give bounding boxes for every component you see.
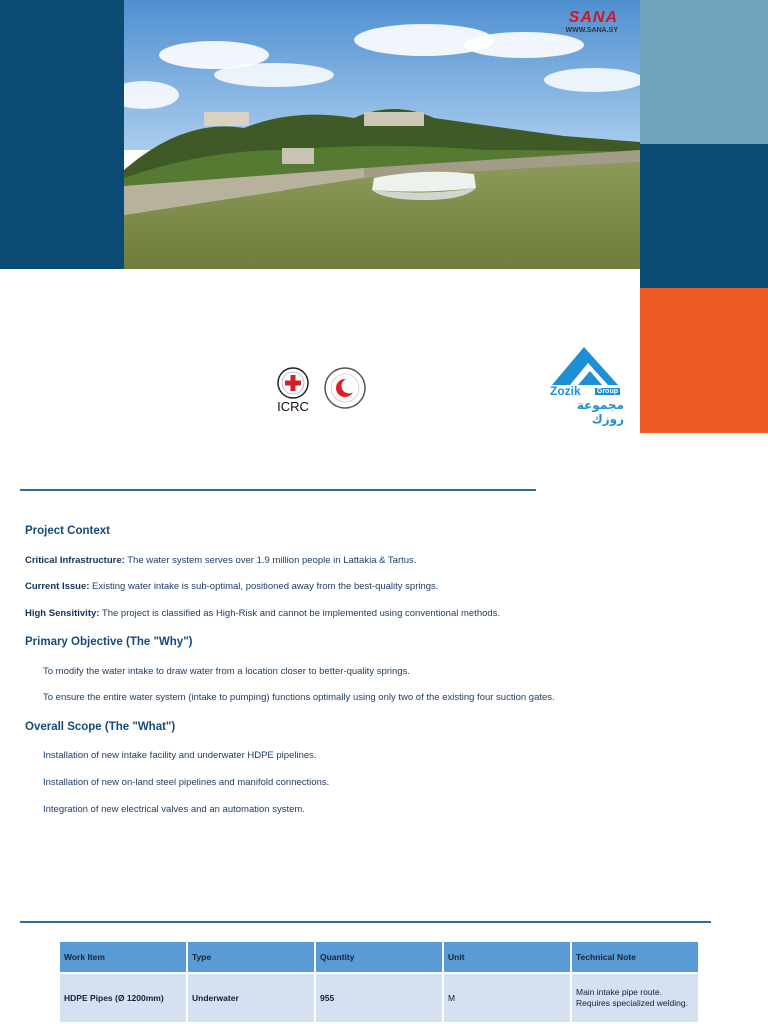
context-item-critical-infrastructure [25,555,416,566]
sana-url-text: WWW.SANA.SY [565,27,618,34]
water-intake-photo [124,0,640,269]
scope-item: Installation of new on-land steel pipelines and manifold connections. [43,777,330,788]
icrc-label: ICRC [277,399,309,414]
cell-unit: M [444,974,570,1022]
column-header-type: Type [188,942,314,972]
scope-item: Installation of new intake facility and underwater HDPE pipelines. [43,750,317,761]
column-header-work-item: Work Item [60,942,186,972]
table-divider [20,921,711,923]
table-header-row [60,942,698,972]
zozik-group-logo [548,345,624,426]
zozik-name: Zozik [550,384,581,398]
context-item-high-sensitivity [25,608,500,619]
navy-color-block-right [640,144,768,288]
context-text: Existing water intake is sub-optimal, positioned away from the best-quality springs. [89,581,439,592]
column-header-unit: Unit [444,942,570,972]
cell-type: Underwater [188,974,314,1022]
overall-scope-heading: Overall Scope (The "What") [25,721,176,733]
column-header-technical-note: Technical Note [572,942,698,972]
project-context-heading: Project Context [25,525,110,537]
cell-work-item: HDPE Pipes (Ø 1200mm) [60,974,186,1022]
sana-watermark [566,10,619,35]
section-divider [20,489,536,491]
zozik-group-tag: Group [597,388,618,395]
context-label: Critical Infrastructure: [25,555,125,566]
objective-item: To modify the water intake to draw water from a location closer to better-quality springs. [43,666,410,677]
navy-color-block-left [0,0,124,269]
context-text: The water system serves over 1.9 million people in Lattakia & Tartus. [124,555,417,566]
sana-brand-text: SANA [568,9,618,26]
context-label: Current Issue: [25,581,90,592]
primary-objective-heading: Primary Objective (The "Why") [25,636,193,648]
cell-quantity: 955 [316,974,442,1022]
objective-item: To ensure the entire water system (intake to pumping) functions optimally using only two of the existing four suction gates. [43,692,555,703]
context-item-current-issue [25,581,438,592]
context-label: High Sensitivity: [25,608,100,619]
steel-blue-color-block [640,0,768,144]
context-text: The project is classified as High-Risk and cannot be implemented using conventional methods. [99,608,501,619]
orange-color-block [640,288,768,433]
column-header-quantity: Quantity [316,942,442,972]
icrc-logo [275,364,367,416]
scope-item: Integration of new electrical valves and an automation system. [43,804,305,815]
zozik-arabic-name: مجموعة زوزك [576,398,624,426]
work-items-table [58,940,700,1024]
table-row [60,974,698,1022]
cell-technical-note: Main intake pipe route. Requires specialized welding. [572,974,698,1022]
